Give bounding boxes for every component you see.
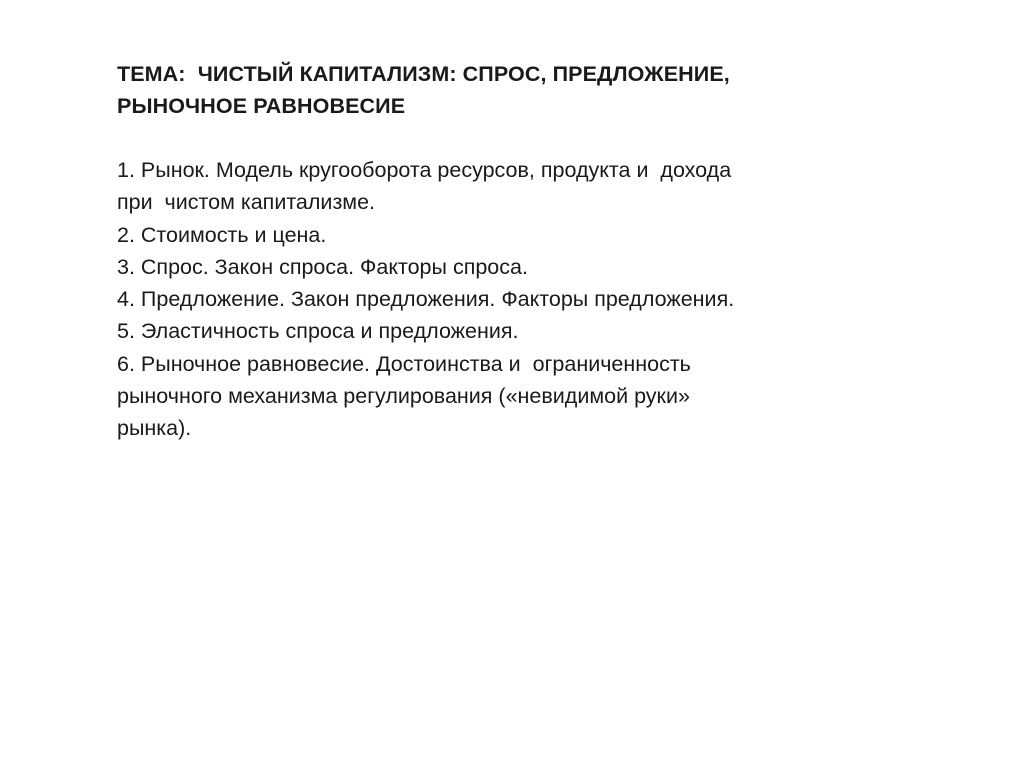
slide-content <box>117 58 917 445</box>
topic-item-value-price <box>117 219 917 251</box>
topic-item-line: 4. Предложение. Закон предложения. Факторы предложения. <box>117 287 735 312</box>
topic-item-line: 2. Стоимость и цена. <box>117 222 327 247</box>
topic-item-line: при чистом капитализме. <box>117 190 376 215</box>
topic-list <box>117 154 917 445</box>
topic-item-elasticity <box>117 315 917 347</box>
topic-item-line: 3. Спрос. Закон спроса. Факторы спроса. <box>117 254 528 279</box>
topic-item-line: рыночного механизма регулирования («невидимой руки» <box>117 384 690 409</box>
slide-title <box>117 58 917 122</box>
topic-item-line: рынка). <box>117 416 192 441</box>
topic-item-market <box>117 154 917 219</box>
topic-item-equilibrium <box>117 348 917 445</box>
slide-title-line: ТЕМА: ЧИСТЫЙ КАПИТАЛИЗМ: СПРОС, ПРЕДЛОЖЕНИЕ, <box>117 62 730 86</box>
topic-item-demand <box>117 251 917 283</box>
topic-item-line: 5. Эластичность спроса и предложения. <box>117 319 519 344</box>
topic-item-supply <box>117 283 917 315</box>
topic-item-line: 1. Рынок. Модель кругооборота ресурсов, продукта и дохода <box>117 158 732 182</box>
topic-item-line: 6. Рыночное равновесие. Достоинства и ограниченность <box>117 351 691 376</box>
slide-title-line: РЫНОЧНОЕ РАВНОВЕСИЕ <box>117 94 406 118</box>
